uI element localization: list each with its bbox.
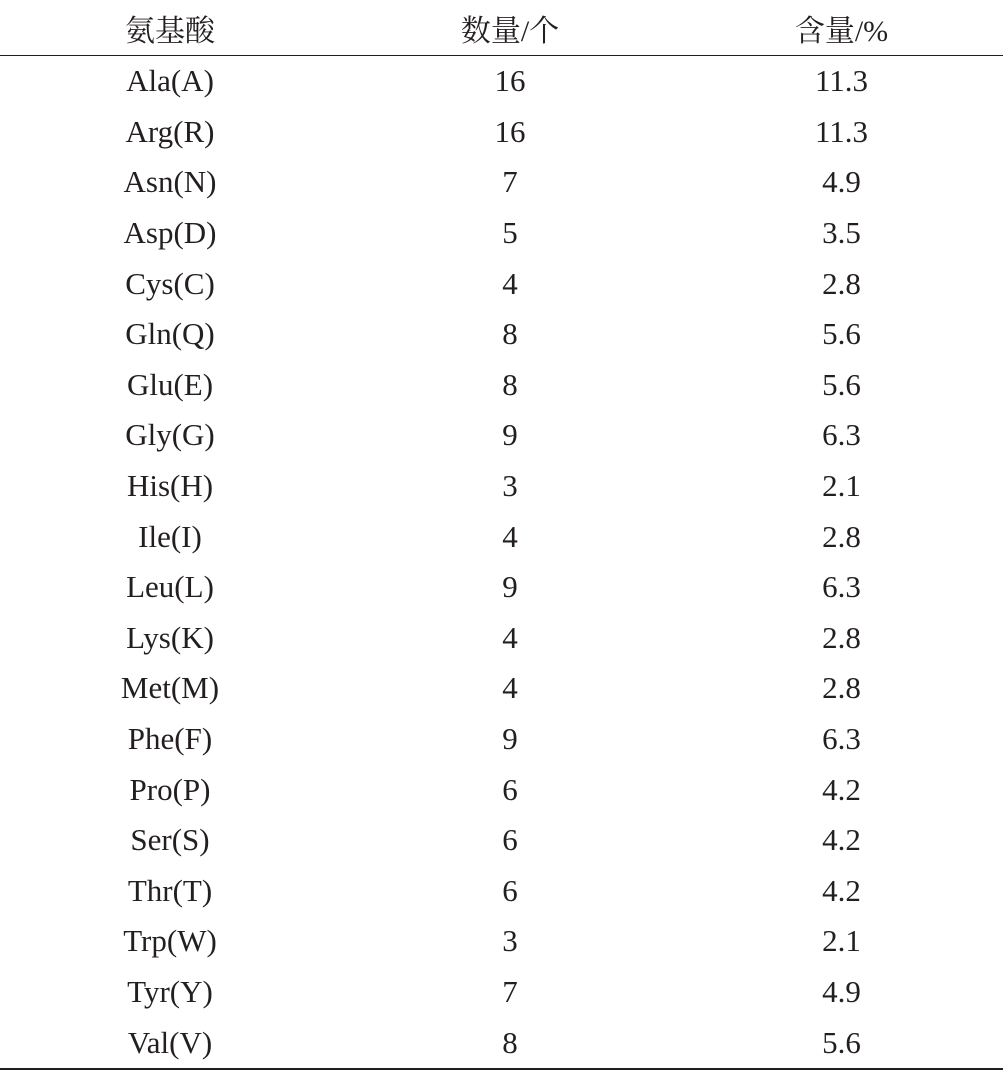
table-row	[0, 815, 1003, 866]
cell-count: 16	[494, 63, 526, 99]
header-amino-acid-label: 氨基酸	[125, 14, 215, 48]
cell-amino-acid: Lys(K)	[126, 619, 214, 655]
cell-count: 16	[494, 113, 526, 149]
cell-amino-acid: Gln(Q)	[125, 316, 215, 352]
cell-count: 6	[502, 822, 518, 858]
header-count-label: 数量/个	[460, 14, 560, 48]
cell-content: 4.2	[822, 771, 861, 807]
cell-amino-acid: Ala(A)	[126, 63, 214, 99]
cell-amino-acid: Val(V)	[0, 1017, 340, 1069]
cell-count: 3	[502, 468, 518, 504]
cell-amino-acid: Ser(S)	[130, 822, 210, 858]
cell-amino-acid: Phe(F)	[127, 721, 213, 757]
cell-count: 4	[502, 518, 518, 554]
cell-amino-acid: Glu(E)	[126, 366, 214, 402]
cell-content: 2.8	[822, 265, 861, 301]
table-row	[0, 56, 1003, 107]
cell-count: 4	[502, 265, 518, 301]
cell-amino-acid: Ile(I)	[138, 518, 202, 554]
cell-content: 4.2	[822, 822, 861, 858]
cell-count: 7	[502, 164, 518, 200]
cell-content: 6.3	[822, 721, 861, 757]
table-row	[0, 258, 1003, 309]
cell-amino-acid: Tyr(Y)	[127, 973, 213, 1009]
table-row	[0, 916, 1003, 967]
cell-amino-acid: Cys(C)	[125, 265, 215, 301]
cell-count: 8	[502, 366, 518, 402]
cell-count: 4	[502, 619, 518, 655]
cell-count: 9	[502, 417, 518, 453]
cell-content: 4.9	[822, 973, 861, 1009]
cell-amino-acid: His(H)	[126, 468, 214, 504]
cell-content: 2.8	[822, 670, 861, 706]
cell-content: 11.3	[814, 63, 869, 99]
table-row	[0, 107, 1003, 158]
cell-content: 5.6	[822, 316, 861, 352]
table-row	[0, 764, 1003, 815]
header-count	[340, 0, 680, 56]
cell-content: 11.3	[814, 113, 869, 149]
table-row	[0, 613, 1003, 664]
cell-amino-acid: Trp(W)	[123, 923, 217, 959]
table-row	[0, 208, 1003, 259]
cell-count: 9	[502, 721, 518, 757]
cell-count: 9	[502, 569, 518, 605]
cell-content: 3.5	[822, 215, 861, 251]
cell-amino-acid: Pro(P)	[129, 771, 211, 807]
cell-content: 6.3	[822, 569, 861, 605]
table-row	[0, 562, 1003, 613]
cell-content: 5.6	[822, 366, 861, 402]
cell-amino-acid: Leu(L)	[126, 569, 214, 605]
cell-content: 4.2	[822, 872, 861, 908]
header-row	[0, 0, 1003, 56]
table-row	[0, 663, 1003, 714]
table-row	[0, 967, 1003, 1018]
header-content-label: 含量/%	[794, 14, 889, 48]
cell-amino-acid: Gly(G)	[125, 417, 215, 453]
cell-content: 2.1	[822, 468, 861, 504]
cell-content: 2.1	[822, 923, 861, 959]
table-row	[0, 461, 1003, 512]
cell-amino-acid: Asn(N)	[123, 164, 217, 200]
cell-count: 4	[502, 670, 518, 706]
table-header	[0, 0, 1003, 56]
table-row	[0, 866, 1003, 917]
cell-content: 6.3	[822, 417, 861, 453]
cell-content: 5.6	[680, 1017, 1003, 1069]
header-content	[680, 0, 1003, 56]
cell-count: 8	[502, 316, 518, 352]
cell-amino-acid: Asp(D)	[123, 215, 217, 251]
header-amino-acid	[0, 0, 340, 56]
cell-count: 7	[502, 973, 518, 1009]
cell-amino-acid: Thr(T)	[127, 872, 213, 908]
cell-amino-acid: Arg(R)	[125, 113, 215, 149]
table-row	[0, 309, 1003, 360]
table-row	[0, 410, 1003, 461]
table-row	[0, 1017, 1003, 1069]
cell-count: 5	[502, 215, 518, 251]
cell-content: 2.8	[822, 619, 861, 655]
table-row	[0, 360, 1003, 411]
cell-count: 3	[502, 923, 518, 959]
cell-count: 6	[502, 771, 518, 807]
cell-content: 2.8	[822, 518, 861, 554]
table-body	[0, 56, 1003, 1069]
table-row	[0, 157, 1003, 208]
cell-amino-acid: Met(M)	[120, 670, 220, 706]
cell-count: 8	[340, 1017, 680, 1069]
cell-count: 6	[502, 872, 518, 908]
table-row	[0, 714, 1003, 765]
table-row	[0, 511, 1003, 562]
cell-content: 4.9	[822, 164, 861, 200]
